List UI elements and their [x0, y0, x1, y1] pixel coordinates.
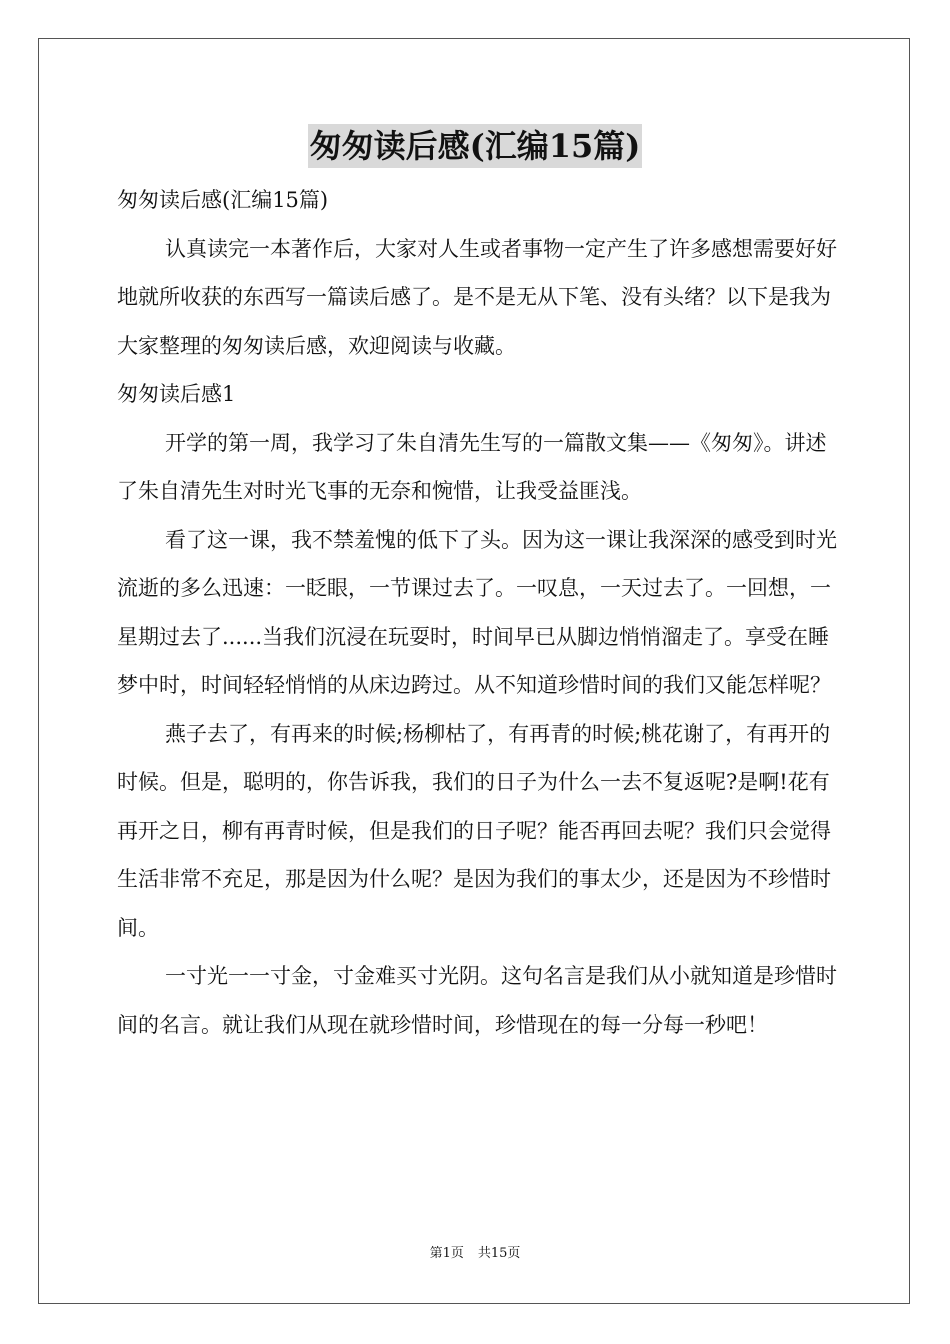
page-footer	[0, 1245, 950, 1263]
title-container	[0, 124, 950, 168]
body-paragraph: 开学的第一周，我学习了朱自清先生写的一篇散文集——《匆匆》。讲述了朱自清先生对时光飞事的无奈和惋惜，让我受益匪浅。	[117, 430, 827, 503]
page-number: 第1页	[429, 1246, 464, 1261]
body-paragraph: 燕子去了，有再来的时候;杨柳枯了，有再青的时候;桃花谢了，有再开的时候。但是，聪明的，你告诉我，我们的日子为什么一去不复返呢?是啊!花有再开之日，柳有再青时候，但是我们的日子呢？能否再回去呢？我们只会觉得生活非常不充足，那是因为什么呢？是因为我们的事太少，还是因为不珍惜时间。	[117, 721, 831, 940]
intro-paragraph: 认真读完一本著作后，大家对人生或者事物一定产生了许多感想需要好好地就所收获的东西写一篇读后感了。是不是无从下笔、没有头绪？以下是我为大家整理的匆匆读后感，欢迎阅读与收藏。	[117, 236, 837, 358]
body-paragraph: 看了这一课，我不禁羞愧的低下了头。因为这一课让我深深的感受到时光流逝的多么迅速：一眨眼，一节课过去了。一叹息，一天过去了。一回想，一星期过去了......当我们沉浸在玩耍时，时间早已从脚边悄悄溜走了。享受在睡梦中时，时间轻轻悄悄的从床边跨过。从不知道珍惜时间的我们又能怎样呢？	[117, 527, 837, 697]
section-heading: 匆匆读后感(汇编15篇)	[117, 188, 329, 212]
document-title: 匆匆读后感(汇编15篇)	[308, 124, 643, 168]
section-heading: 匆匆读后感1	[117, 382, 236, 406]
body-paragraph: 一寸光一一寸金，寸金难买寸光阴。这句名言是我们从小就知道是珍惜时间的名言。就让我们从现在就珍惜时间，珍惜现在的每一分每一秒吧！	[117, 964, 837, 1037]
document-body	[117, 176, 837, 1049]
page-total: 共15页	[477, 1246, 521, 1261]
